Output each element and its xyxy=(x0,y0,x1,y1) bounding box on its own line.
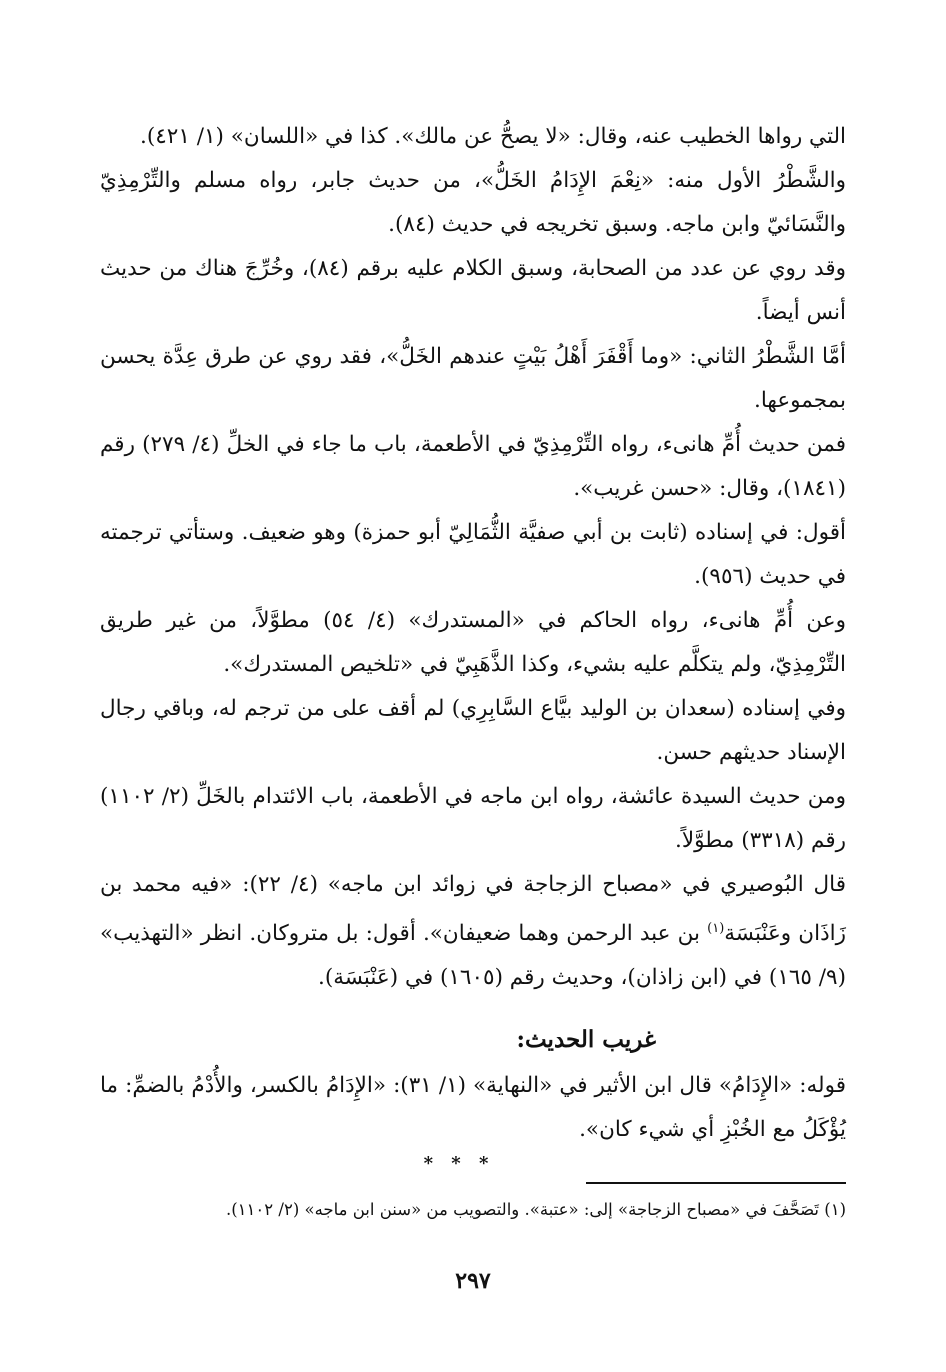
busiri-text-after: بن عبد الرحمن وهما ضعيفان». أقول: بل متروكان. انظر «التهذيب» (٩/ ١٦٥) في (ابن زاذان)، وحديث رقم (١٦٠٥) في (عَنْبَسَة). xyxy=(100,921,846,991)
paragraph-6: أقول: في إسناده (ثابت بن أبي صفيَّة الثُّمَالِيّ أبو حمزة) وهو ضعيف. وستأتي ترجمته في حديث (٩٥٦). xyxy=(100,520,846,589)
paragraph-3: وقد روي عن عدد من الصحابة، وسبق الكلام عليه برقم (٨٤)، وخُرِّجَ هناك من حديث أنس أيضاً. xyxy=(100,256,846,325)
paragraph-4: أمَّا الشَّطْرُ الثاني: «وما أَقْفَرَ أَهْلُ بَيْتٍ عندهم الخَلُّ»، فقد روي عن طرق عِدَّة يحسن بمجموعها. xyxy=(100,344,846,413)
paragraph-1: التي رواها الخطيب عنه، وقال: «لا يصحُّ عن مالك». كذا في «اللسان» (١/ ٤٢١). xyxy=(140,124,846,149)
paragraph-9: ومن حديث السيدة عائشة، رواه ابن ماجه في الأطعمة، باب الائتدام بالخَلِّ (٢/ ١١٠٢) رقم (٣٣١٨) مطوَّلاً. xyxy=(100,784,846,853)
footnote-reference[interactable]: (١) xyxy=(707,921,725,936)
section-heading: غريب الحديث: xyxy=(516,1026,656,1054)
footnote: (١) تَصَحَّفَ في «مصباح الزجاجة» إلى: «عتبة». والتصويب من «سنن ابن ماجه» (٢/ ١١٠٢). xyxy=(225,1200,846,1220)
paragraph-7: وعن أُمِّ هانىء، رواه الحاكم في «المستدرك» (٤/ ٥٤) مطوَّلاً، من غير طريق التِّرْمِذِيّ، ولم يتكلَّم عليه بشيء، وكذا الذَّهَبِيّ في «تلخيص المستدرك». xyxy=(100,608,846,677)
page-number: ٢٩٧ xyxy=(455,1268,491,1294)
busiri-text-before: قال البُوصيري في «مصباح الزجاجة في زوائد ابن ماجه» (٤/ ٢٢): «فيه محمد بن زَاذَان وعَنْبَسَة xyxy=(100,872,847,947)
paragraph-busiri xyxy=(100,863,846,1000)
paragraph-8: وفي إسناده (سعدان بن الوليد بيَّاع السَّابِرِي) لم أقف على من ترجم له، وباقي رجال الإسناد حديثهم حسن. xyxy=(100,696,846,765)
paragraph-5: فمن حديث أُمِّ هانىء، رواه التِّرْمِذِيّ في الأطعمة، باب ما جاء في الخلِّ (٤/ ٢٧٩) رقم (١٨٤١)، وقال: «حسن غريب». xyxy=(100,432,846,501)
footnote-divider xyxy=(586,1182,846,1184)
section-separator-stars: * * * xyxy=(423,1153,495,1175)
paragraph-gharib: قوله: «الإِدَامُ» قال ابن الأثير في «النهاية» (١/ ٣١): «الإِدَامُ بالكسر، والأُدْمُ بالضمِّ: ما يُؤْكَلُ مع الخُبْزِ أي شيء كان». xyxy=(100,1073,846,1143)
paragraph-2: والشَّطْرُ الأول منه: «نِعْمَ الإِدَامُ الخَلُّ»، من حديث جابر، رواه مسلم والتِّرْمِذِيّ والنَّسَائيّ وابن ماجه. وسبق تخريجه في حديث (٨٤). xyxy=(100,168,846,237)
